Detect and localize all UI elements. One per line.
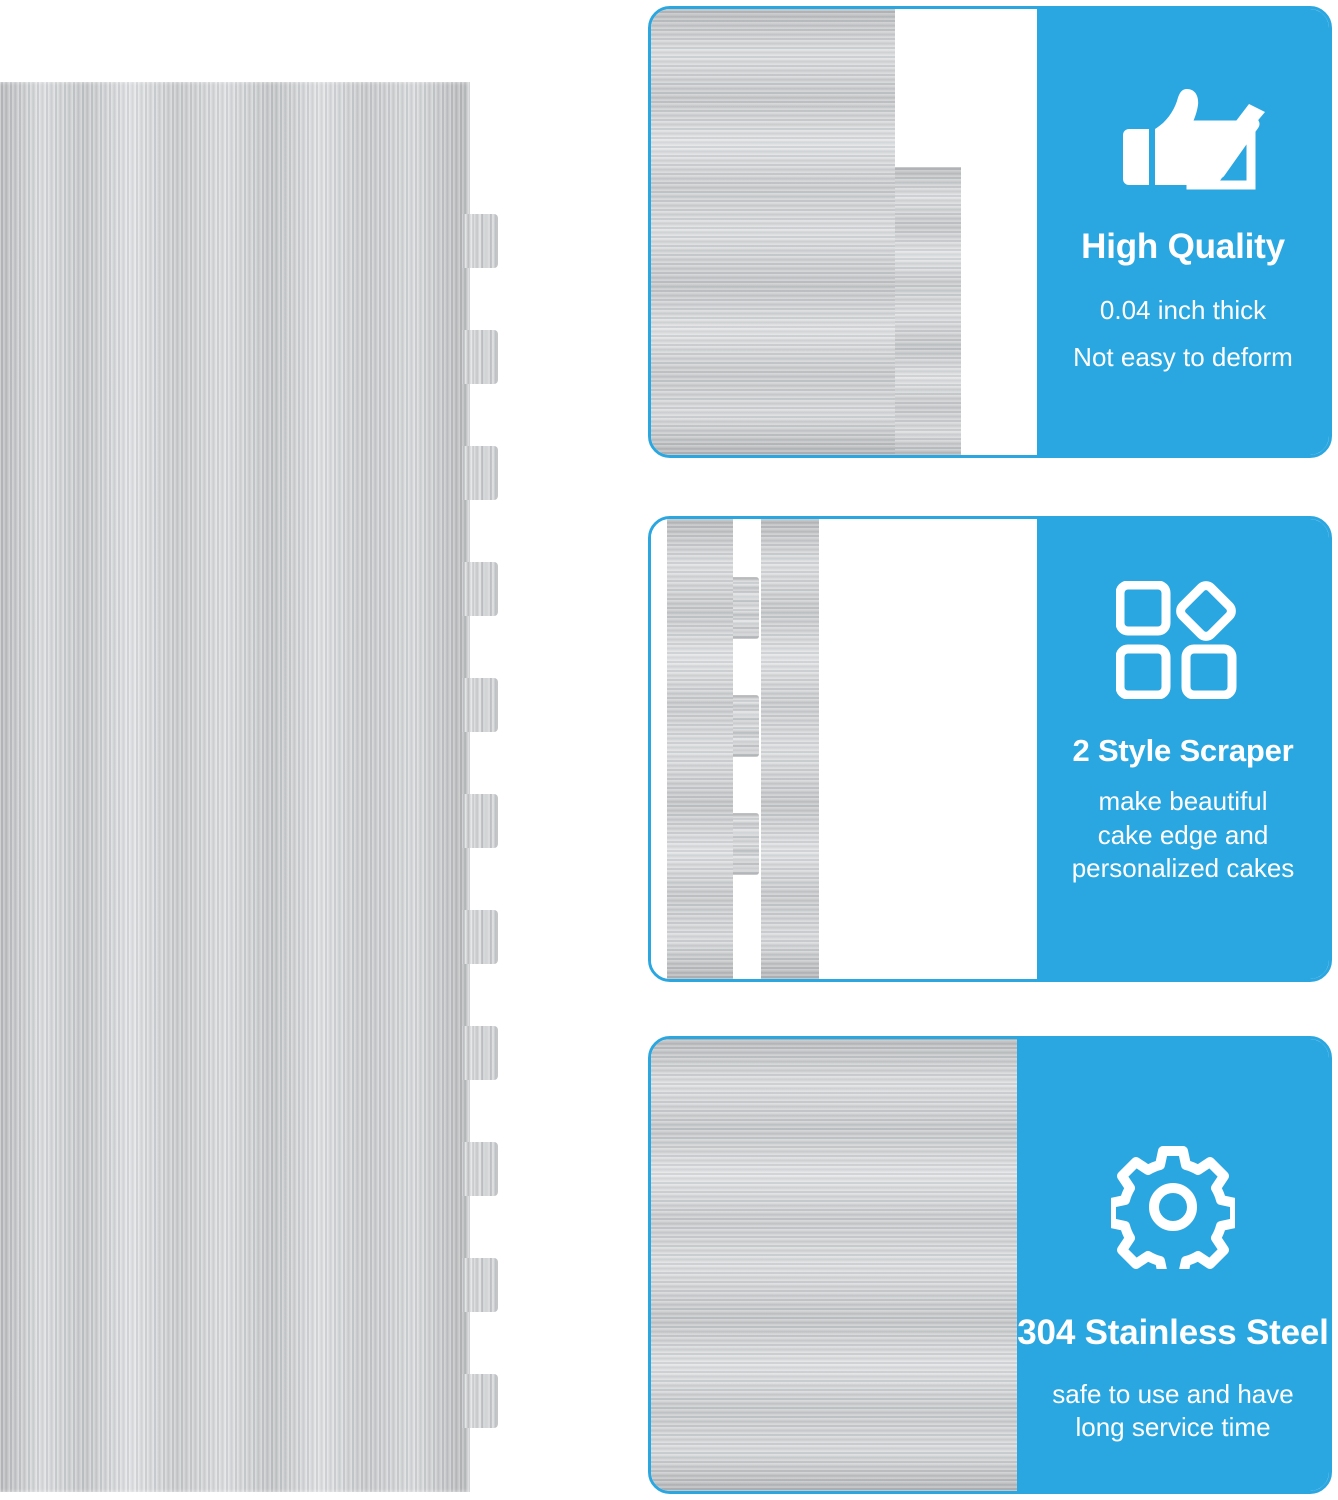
scraper-tooth — [462, 446, 498, 500]
feature-info-two-style — [1037, 519, 1329, 979]
four-squares-icon — [1116, 581, 1250, 704]
feature-line: cake edge and — [1097, 819, 1269, 850]
feature-info-stainless-steel — [1017, 1039, 1329, 1491]
scraper-body — [0, 82, 470, 1492]
hero-product-image — [0, 82, 498, 1492]
scraper-tooth — [733, 577, 759, 639]
feature-line: Not easy to deform — [1073, 342, 1293, 373]
scraper-tooth — [462, 562, 498, 616]
smooth-scraper-strip — [761, 519, 819, 979]
feature-card-high-quality — [648, 6, 1332, 458]
notched-scraper-strip — [667, 519, 733, 979]
feature-photo-high-quality — [651, 9, 1043, 455]
scraper-tooth — [462, 794, 498, 848]
feature-title: High Quality — [1081, 227, 1285, 266]
feature-photo-two-style — [651, 519, 1043, 979]
scraper-tooth — [733, 695, 759, 757]
scraper-tooth — [462, 1374, 498, 1428]
scraper-tooth — [462, 214, 498, 268]
scraper-edge-block — [651, 9, 895, 455]
scraper-edge-step — [895, 167, 961, 458]
feature-info-high-quality — [1037, 9, 1329, 455]
scraper-tooth — [462, 910, 498, 964]
feature-photo-stainless-steel — [651, 1039, 1023, 1491]
feature-line: make beautiful — [1098, 786, 1268, 817]
scraper-tooth — [462, 1258, 498, 1312]
gear-icon — [1111, 1145, 1235, 1274]
scraper-tooth — [462, 678, 498, 732]
feature-card-stainless-steel — [648, 1036, 1332, 1494]
scraper-tooth — [462, 1142, 498, 1196]
feature-line: personalized cakes — [1071, 853, 1295, 883]
thumbs-up-checkbox-icon — [1099, 85, 1267, 202]
scraper-tooth — [733, 813, 759, 875]
feature-card-two-style — [648, 516, 1332, 982]
feature-title: 304 Stainless Steel — [1017, 1313, 1329, 1352]
feature-line: 0.04 inch thick — [1099, 294, 1267, 325]
feature-title: 2 Style Scraper — [1072, 733, 1294, 768]
feature-line: long service time — [1075, 1412, 1271, 1443]
feature-line: safe to use and have — [1052, 1378, 1294, 1409]
scraper-tooth — [462, 330, 498, 384]
scraper-tooth — [462, 1026, 498, 1080]
